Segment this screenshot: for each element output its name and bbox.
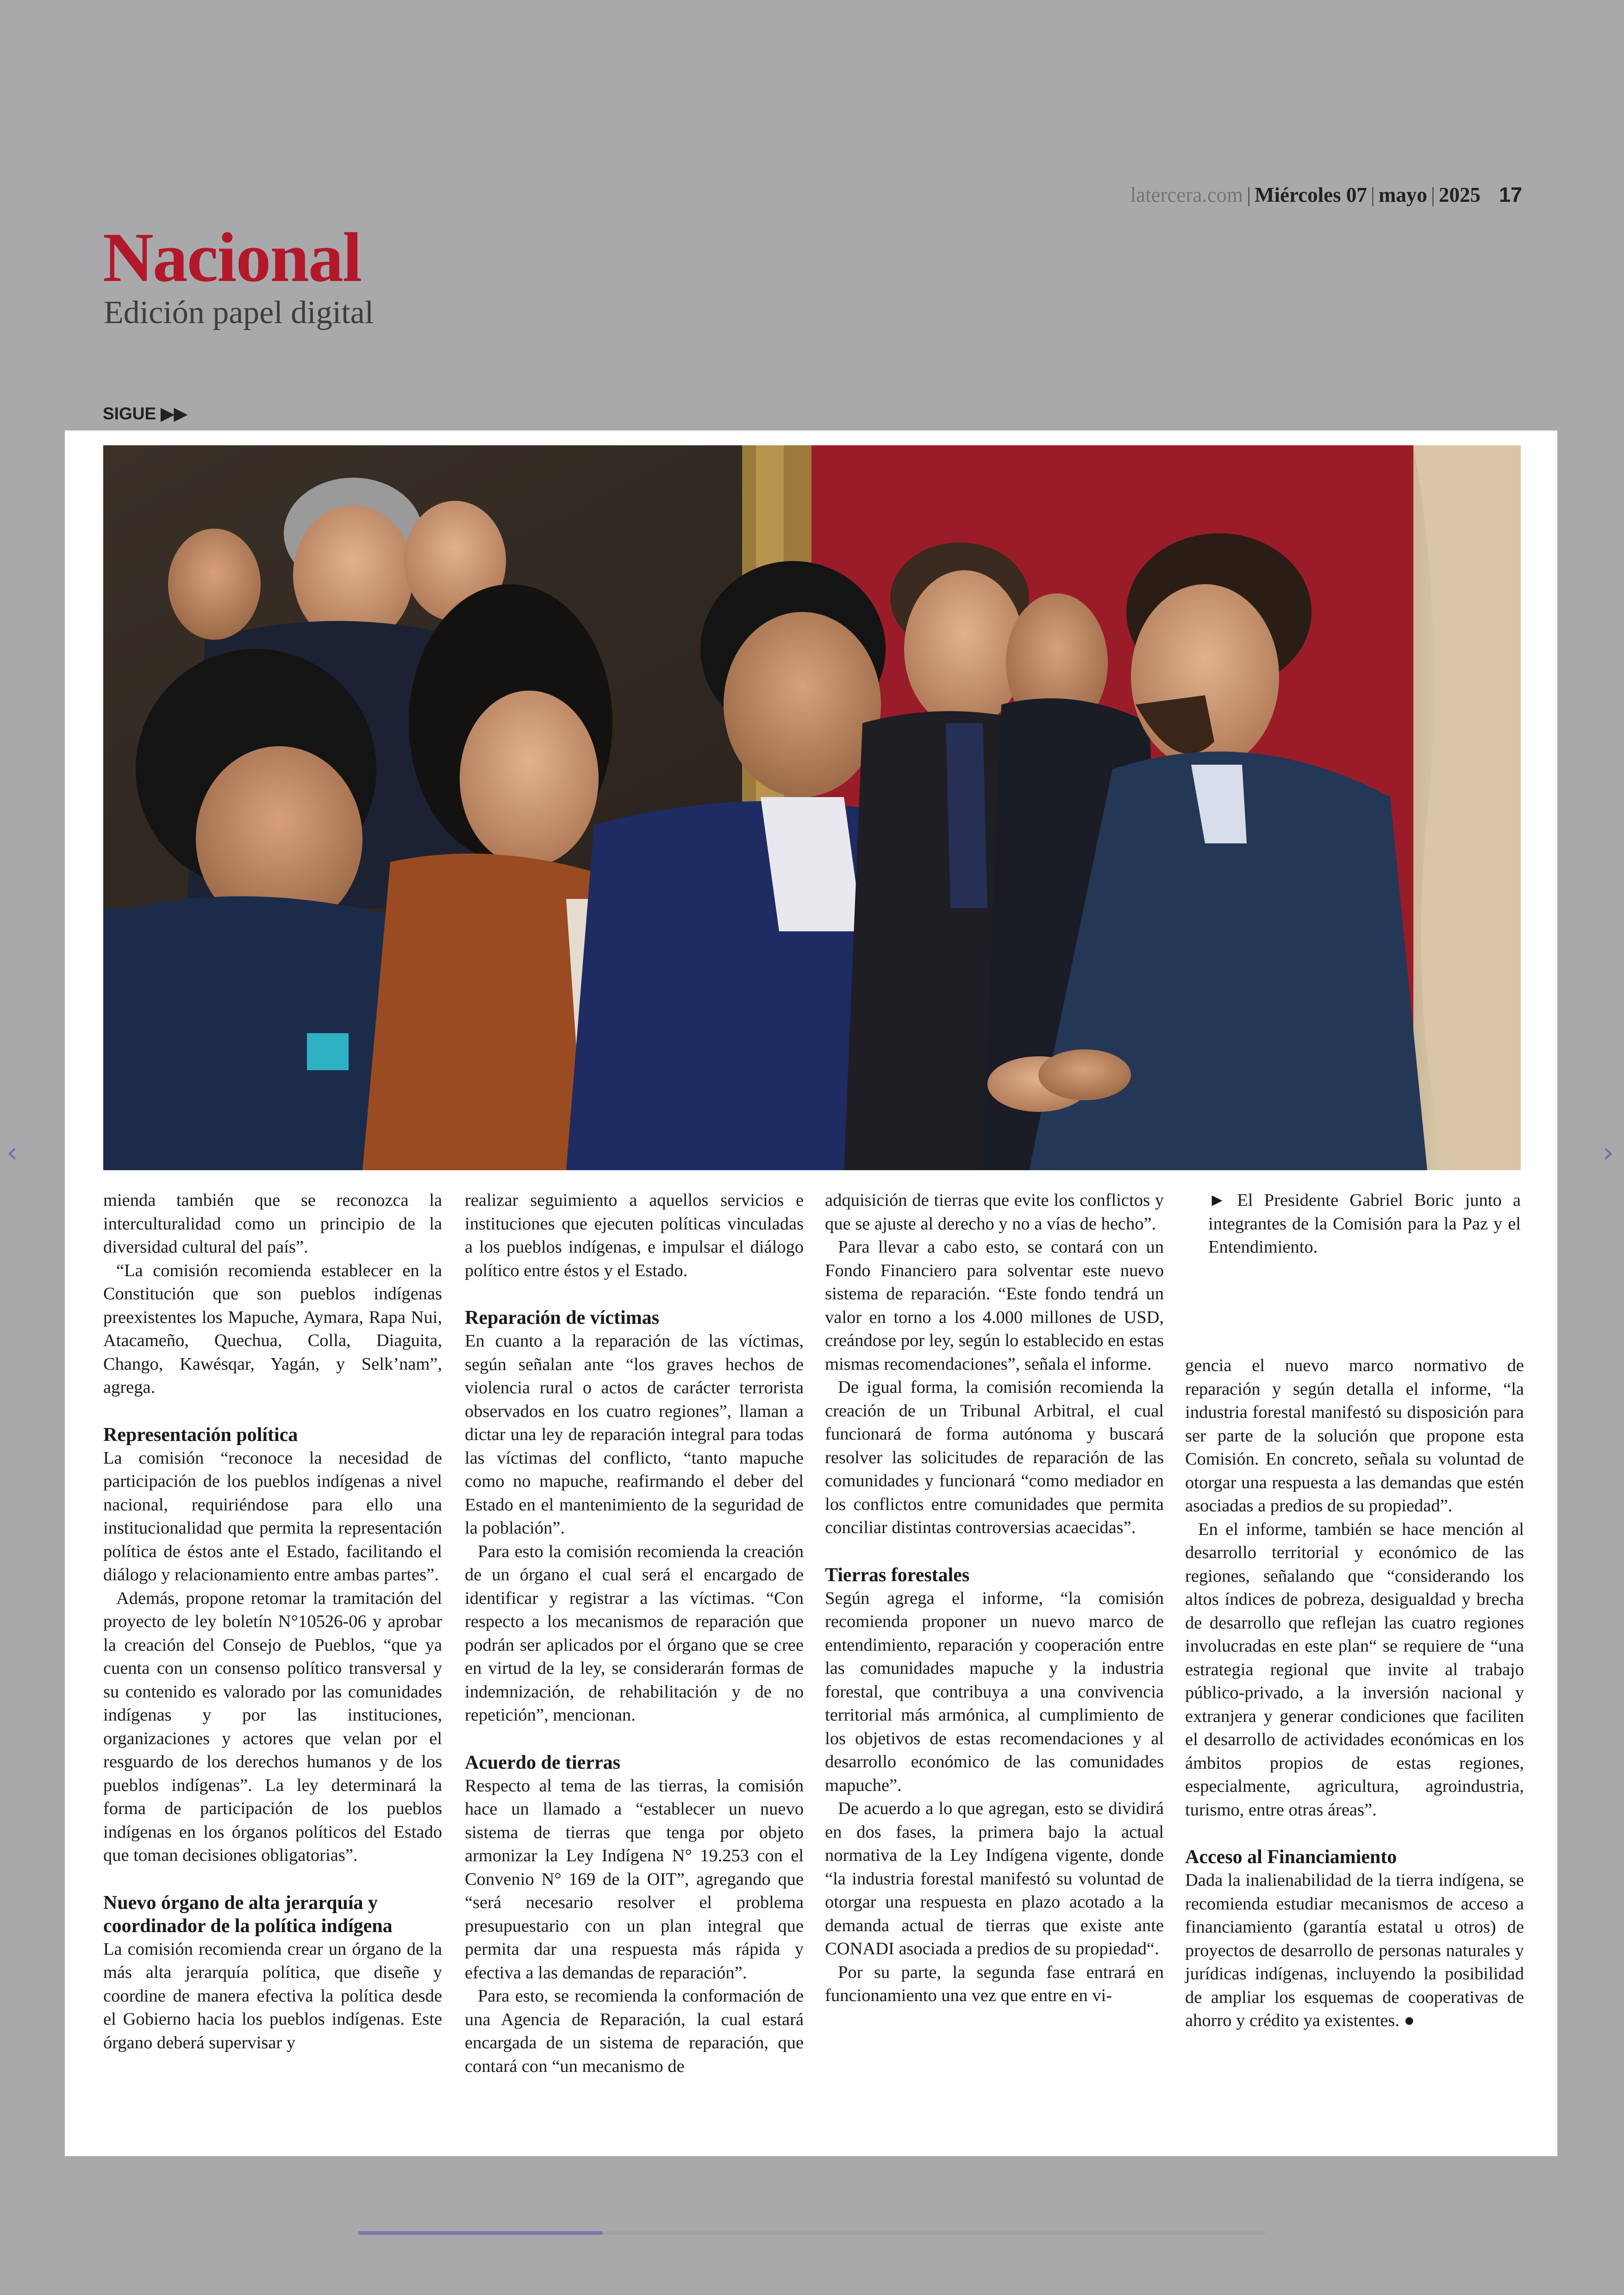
- prev-page-icon[interactable]: ‹: [6, 1136, 18, 1169]
- subheading: Acceso al Financiamiento: [1185, 1846, 1397, 1868]
- paragraph-text: Dada la inalienabilidad de la tierra indígena, se recomienda estudiar mecanismos de acceso a financiamiento (garantía estatal u otros) de proyectos de desarrollo de personas naturales y jurídicas indígenas, incluyendo la posibilidad de ampliar los esquemas de cooperativas de ahorro y crédito ya existentes.: [1185, 1871, 1524, 2030]
- paragraph: En cuanto a la reparación de las víctimas, según señalan ante “los graves hechos de violencia rural o actos de carácter terrorista observados en los cuatro regiones”, llaman a dictar una ley de reparación integral para todas las víctimas del conflicto, “tanto mapuche como no mapuche, reafirmando el deber del Estado en el mantenimiento de la seguridad de la población”.: [465, 1331, 804, 1538]
- paragraph: De igual forma, la comisión recomienda la creación de un Tribunal Arbitral, el cual funcionará de forma autónoma y buscará resolver las solicitudes de reparación de las comunidades y funcionará “como mediador en los conflictos entre comunidades que permita conciliar distintas controversias acaecidas”.: [825, 1378, 1164, 1537]
- paragraph: Además, propone retomar la tramitación del proyecto de ley boletín N°10526-06 y aprobar la creación del Consejo de Pueblos, “que ya cuenta con un consenso político transversal y su contenido es valorado por las comunidades indígenas y por las instituciones, organizaciones y actores que velan por el resguardo de los derechos humanos y de los pueblos indígenas”. La ley determinará la forma de participación de los pueblos indígenas en los órganos políticos del Estado que toman decisiones obligatorias”.: [103, 1588, 442, 1865]
- paragraph: Para llevar a cabo esto, se contará con un Fondo Financiero para solventar este nuevo sistema de reparación. “Este fondo tendrá un valor en torno a los 4.000 millones de USD, creándose por ley, según lo establecido en estas mismas recomendaciones”, señala el informe.: [825, 1237, 1164, 1374]
- paragraph: [1185, 1869, 1524, 2033]
- date-month: mayo: [1378, 183, 1427, 206]
- article-column-4: [1185, 1354, 1524, 2033]
- paragraph: Para esto, se recomienda la conformación de una Agencia de Reparación, la cual estará encargada de un sistema de reparación, que contará con “un mecanismo de: [465, 1986, 804, 2076]
- paragraph: En el informe, también se hace mención al desarrollo territorial y económico de las regiones, señalando que “considerando los altos índices de pobreza, desigualdad y brecha de desarrollo que reflejan las cuatro regiones involucradas en este plan“ se requiere de “una estrategia regional que invite al trabajo público-privado, a la inversión nacional y extranjera y generar condiciones que faciliten el desarrollo de actividades económicas en los ámbitos propios de estas regiones, especialmente, agricultura, agroindustria, turismo, entre otras áreas”.: [1185, 1519, 1524, 1820]
- article-column-3: [825, 1189, 1164, 2008]
- date-day: Miércoles 07: [1255, 183, 1367, 206]
- subheading: Representación política: [103, 1424, 298, 1446]
- site-name: latercera.com: [1130, 183, 1243, 206]
- scrollbar-thumb[interactable]: [358, 2231, 603, 2235]
- section-title: Nacional: [103, 218, 362, 296]
- paragraph: gencia el nuevo marco normativo de reparación y según detalla el informe, “la industria forestal manifestó su disposición para ser parte de la solución que propone esta Comisión. En concreto, señala su voluntad de otorgar una respuesta a las demandas que estén asociadas a predios de su propiedad”.: [1185, 1356, 1524, 1515]
- page-header-meta: latercera.com | Miércoles 07 | mayo | 2025 17: [1130, 183, 1522, 206]
- page-number: 17: [1499, 183, 1522, 206]
- paragraph: Respecto al tema de las tierras, la comisión hace un llamado a “establecer un nuevo sistema de tierras que tenga por objeto armonizar la Ley Indígena N° 19.253 con el Convenio N° 169 de la OIT”, agregando que “será necesario resolver el problema presupuestario con un plan integral que permita dar una respuesta más rápida y efectiva a las demandas de reparación”.: [465, 1776, 804, 1983]
- page-scrollbar[interactable]: [358, 2231, 1265, 2235]
- subheading: Reparación de víctimas: [465, 1307, 659, 1328]
- date-year: 2025: [1438, 183, 1480, 206]
- photo-caption: ► El Presidente Gabriel Boric junto a integrantes de la Comisión para la Paz y el Entendimiento.: [1208, 1191, 1521, 1257]
- section-subtitle: Edición papel digital: [104, 295, 374, 331]
- paragraph: mienda también que se reconozca la interculturalidad como un principio de la diversidad cultural del país”.: [103, 1191, 442, 1257]
- subheading: Tierras forestales: [825, 1564, 970, 1586]
- paragraph: Para esto la comisión recomienda la creación de un órgano el cual será el encargado de identificar y registrar a las víctimas. “Con respecto a los mecanismos de reparación que podrán ser aplicados por el órgano que se cree en virtud de la ley, se considerarán formas de indemnización, de rehabilitación y de no repetición”, mencionan.: [465, 1541, 804, 1725]
- paragraph: Según agrega el informe, “la comisión recomienda proponer un nuevo marco de entendimiento, reparación y cooperación entre las comunidades mapuche y la industria forestal, que contribuya a una convivencia territorial más armónica, al cumplimiento de los objetivos de estas recomendaciones y al desarrollo económico de las comunidades mapuche”.: [825, 1588, 1164, 1795]
- paragraph: “La comisión recomienda establecer en la Constitución que son pueblos indígenas preexistentes los Mapuche, Aymara, Rapa Nui, Atacameño, Quechua, Colla, Diaguita, Chango, Kawésqar, Yagán, y Selk’nam”, agrega.: [103, 1260, 442, 1397]
- paragraph: adquisición de tierras que evite los conflictos y que se ajuste al derecho y no a vías de hecho”.: [825, 1191, 1164, 1234]
- article-photo: [103, 445, 1521, 1170]
- article-column-2: [465, 1189, 804, 2078]
- paragraph: realizar seguimiento a aquellos servicios e instituciones que ejecuten políticas vinculadas a los pueblos indígenas, e impulsar el diálogo político entre éstos y el Estado.: [465, 1191, 804, 1280]
- end-mark-icon: ●: [1404, 2011, 1415, 2030]
- subheading: Acuerdo de tierras: [465, 1752, 620, 1773]
- continue-marker: SIGUE ▶▶: [103, 404, 187, 423]
- article-column-1: [103, 1189, 442, 2054]
- paragraph: La comisión “reconoce la necesidad de participación de los pueblos indígenas a nivel nacional, requiriéndose para ello una institucionalidad que permita la representación política de éstos ante el Estado, facilitando el diálogo y relacionamiento entre ambas partes”.: [103, 1448, 442, 1584]
- paragraph: Por su parte, la segunda fase entrará en funcionamiento una vez que entre en vi-: [825, 1962, 1164, 2005]
- paragraph: La comisión recomienda crear un órgano de la más alta jerarquía política, que diseñe y coordine de manera efectiva la política desde el Gobierno hacia los pueblos indígenas. Este órgano deberá supervisar y: [103, 1939, 442, 2052]
- next-page-icon[interactable]: ›: [1603, 1136, 1614, 1169]
- paragraph: De acuerdo a lo que agregan, esto se dividirá en dos fases, la primera bajo la actual normativa de la Ley Indígena vigente, donde “la industria forestal manifestó su voluntad de otorgar una respuesta en plazo acotado a la demanda actual de tierras que existe ante CONADI asociada a predios de su propiedad“.: [825, 1799, 1164, 1958]
- subheading: Nuevo órgano de alta jerarquía y coordinador de la política indígena: [103, 1892, 393, 1937]
